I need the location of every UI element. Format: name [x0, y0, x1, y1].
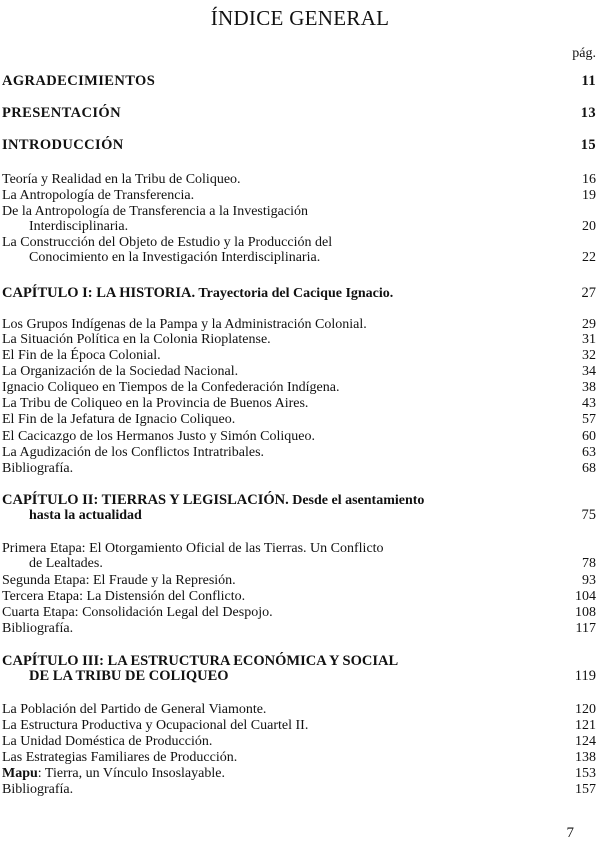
toc-entry[interactable]: La Tribu de Coliqueo en la Provincia de Buenos Aires. 43 [2, 396, 596, 411]
toc-entry[interactable]: Bibliografía. 68 [2, 461, 596, 476]
page-title: ÍNDICE GENERAL [210, 6, 390, 30]
toc-entry[interactable]: El Cacicazgo de los Hermanos Justo y Simón Coliqueo. 60 [2, 429, 596, 444]
toc-entry[interactable]: Segunda Etapa: El Fraude y la Represión. 93 [2, 573, 596, 588]
toc-entry[interactable]: La Unidad Doméstica de Producción. 124 [2, 734, 596, 749]
toc-entry[interactable]: La Población del Partido de General Viamonte. 120 [2, 702, 596, 717]
toc-chapter-1[interactable]: CAPÍTULO I: LA HISTORIA. Trayectoria del Cacique Ignacio. 27 [2, 285, 596, 301]
toc-entry[interactable]: Tercera Etapa: La Distensión del Conflicto. 104 [2, 589, 596, 604]
toc-entry[interactable]: La Organización de la Sociedad Nacional. 34 [2, 364, 596, 379]
toc-entry[interactable]: La Situación Política en la Colonia Rioplatense. 31 [2, 332, 596, 347]
toc-entry[interactable]: De la Antropología de Transferencia a la Investigación Interdisciplinaria. 20 [2, 204, 596, 234]
toc-entry[interactable]: Las Estrategias Familiares de Producción. 138 [2, 750, 596, 765]
toc-entry[interactable]: Teoría y Realidad en la Tribu de Coliqueo. 16 [2, 172, 596, 187]
toc-entry-introduccion[interactable]: INTRODUCCIÓN 15 [2, 137, 596, 153]
toc-entry[interactable]: El Fin de la Época Colonial. 32 [2, 348, 596, 363]
toc-entry[interactable]: Mapu: Tierra, un Vínculo Insoslayable. 153 [2, 766, 596, 781]
toc-entry[interactable]: El Fin de la Jefatura de Ignacio Coliqueo. 57 [2, 412, 596, 427]
toc-entry[interactable]: La Antropología de Transferencia. 19 [2, 188, 596, 203]
toc-entry[interactable]: La Estructura Productiva y Ocupacional del Cuartel II. 121 [2, 718, 596, 733]
toc-entry-presentacion[interactable]: PRESENTACIÓN 13 [2, 105, 596, 121]
page-number: 7 [566, 825, 574, 841]
toc-chapter-2[interactable]: CAPÍTULO II: TIERRAS Y LEGISLACIÓN. Desde el asentamiento hasta la actualidad 75 [2, 492, 596, 523]
toc-entry[interactable]: Bibliografía. 117 [2, 621, 596, 636]
toc-entry-agradecimientos[interactable]: AGRADECIMIENTOS 11 [2, 73, 596, 89]
toc-entry[interactable]: Bibliografía. 157 [2, 782, 596, 797]
toc-entry[interactable]: Primera Etapa: El Otorgamiento Oficial de las Tierras. Un Conflicto de Lealtades. 78 [2, 541, 596, 571]
toc-entry[interactable]: Ignacio Coliqueo en Tiempos de la Confederación Indígena. 38 [2, 380, 596, 395]
toc-chapter-3[interactable]: CAPÍTULO III: LA ESTRUCTURA ECONÓMICA Y SOCIAL DE LA TRIBU DE COLIQUEO 119 [2, 653, 596, 684]
toc-entry[interactable]: La Construcción del Objeto de Estudio y la Producción del Conocimiento en la Investigación Interdisciplinaria. 22 [2, 235, 596, 265]
page-column-label: pág. [572, 46, 596, 61]
toc-entry[interactable]: Los Grupos Indígenas de la Pampa y la Administración Colonial. 29 [2, 317, 596, 332]
toc-entry[interactable]: Cuarta Etapa: Consolidación Legal del Despojo. 108 [2, 605, 596, 620]
toc-entry[interactable]: La Agudización de los Conflictos Intratribales. 63 [2, 445, 596, 460]
